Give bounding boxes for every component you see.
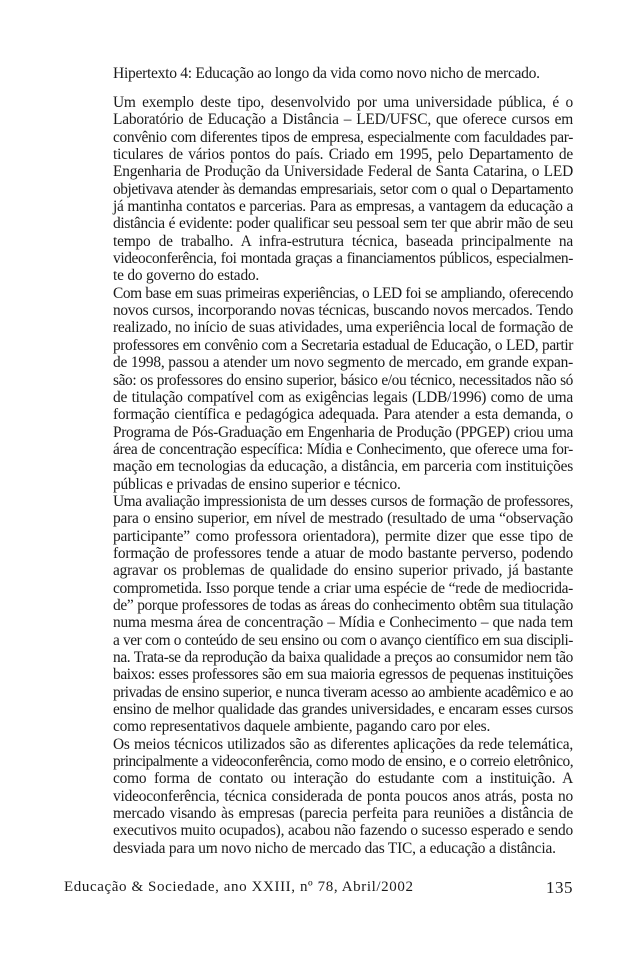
text-line: privadas de ensino superior, e nunca tiveram acesso ao ambiente acadêmico e ao: [113, 683, 573, 701]
text-line: Uma avaliação impressionista de um desses cursos de formação de professores,: [113, 492, 573, 510]
text-line: como representativos daquele ambiente, pagando caro por eles.: [113, 718, 491, 736]
text-line: Laboratório de Educação a Distância – LED/UFSC, que oferece cursos em: [113, 111, 573, 129]
text-line: agravar os problemas de qualidade do ensino superior privado, já bastante: [113, 562, 573, 580]
text-line: área de concentração específica: Mídia e Conhecimento, que oferece uma for-: [113, 440, 573, 458]
text-line: te do governo do estado.: [113, 267, 260, 285]
text-line: baixos: esses professores são em sua maioria egressos de pequenas instituições: [113, 666, 573, 684]
text-line: ticulares de vários pontos do país. Criado em 1995, pelo Departamento de: [113, 146, 573, 164]
text-line: distância é evidente: poder qualificar seu pessoal sem ter que abrir mão de seu: [113, 215, 573, 233]
text-line: participante” como professora orientadora), permite dizer que esse tipo de: [113, 527, 573, 545]
text-line: de” porque professores de todas as áreas do conhecimento obtêm sua titulação: [113, 596, 573, 614]
text-line: de titulação compatível com as exigências legais (LDB/1996) como de uma: [113, 388, 573, 406]
text-line: já mantinha contatos e parcerias. Para as empresas, a vantagem da educação a: [113, 198, 573, 216]
text-line: videoconferência, técnica considerada de ponta poucos anos atrás, posta no: [113, 787, 573, 805]
text-line: desviada para um novo nicho de mercado das TIC, a educação a distância.: [113, 839, 556, 857]
text-line: novos cursos, incorporando novas técnicas, buscando novos mercados. Tendo: [113, 302, 573, 320]
text-line: objetivava atender às demandas empresariais, setor com o qual o Departamento: [113, 180, 573, 198]
text-line: Programa de Pós-Graduação em Engenharia de Produção (PPGEP) criou uma: [113, 423, 573, 441]
text-line: mação em tecnologias da educação, a distância, em parceria com instituições: [113, 458, 573, 476]
text-line: públicas e privadas de ensino superior e técnico.: [113, 475, 401, 493]
text-line: principalmente a videoconferência, como modo de ensino, e o correio eletrônico,: [113, 753, 573, 771]
text-line: professores em convênio com a Secretaria estadual de Educação, o LED, partir: [113, 336, 573, 354]
body-text: [113, 94, 573, 857]
paragraph: [113, 493, 573, 736]
text-line: Um exemplo deste tipo, desenvolvido por uma universidade pública, é o: [113, 94, 573, 111]
text-line: formação científica e pedagógica adequada. Para atender a esta demanda, o: [113, 406, 573, 424]
paragraph: [113, 285, 573, 493]
text-line: tempo de trabalho. A infra-estrutura técnica, baseada principalmente na: [113, 232, 573, 250]
text-line: formação de professores tende a atuar de modo bastante perverso, podendo: [113, 544, 573, 562]
text-line: como forma de contato ou interação do estudante com a instituição. A: [113, 770, 573, 788]
text-line: Com base em suas primeiras experiências, o LED foi se ampliando, oferecendo: [113, 284, 573, 302]
page-footer: [64, 879, 573, 901]
section-heading: Hipertexto 4: Educação ao longo da vida como novo nicho de mercado.: [113, 65, 540, 82]
text-line: comprometida. Isso porque tende a criar uma espécie de “rede de mediocrida-: [113, 579, 573, 597]
text-line: de 1998, passou a atender um novo segmento de mercado, em grande expan-: [113, 354, 573, 372]
page-number: 135: [546, 878, 573, 897]
text-line: Engenharia de Produção da Universidade Federal de Santa Catarina, o LED: [113, 163, 573, 181]
paragraph: [113, 736, 573, 857]
text-line: executivos muito ocupados), acabou não fazendo o sucesso esperado e sendo: [113, 822, 573, 840]
text-line: Os meios técnicos utilizados são as diferentes aplicações da rede telemática,: [113, 735, 573, 753]
paragraph: [113, 94, 573, 285]
text-line: numa mesma área de concentração – Mídia e Conhecimento – que nada tem: [113, 614, 573, 632]
text-line: são: os professores do ensino superior, básico e/ou técnico, necessitados não só: [113, 371, 573, 389]
text-line: mercado visando às empresas (parecia perfeita para reuniões a distância de: [113, 805, 573, 823]
text-line: videoconferência, foi montada graças a financiamentos públicos, especialmen-: [113, 250, 573, 268]
text-line: a ver com o conteúdo de seu ensino ou com o avanço científico em sua discipli-: [113, 631, 573, 649]
text-column: [113, 64, 573, 857]
text-line: convênio com diferentes tipos de empresa, especialmente com faculdades par-: [113, 128, 573, 146]
text-line: ensino de melhor qualidade das grandes universidades, e encaram esses cursos: [113, 701, 573, 719]
text-line: na. Trata-se da reprodução da baixa qualidade a preços ao consumidor nem tão: [113, 649, 573, 666]
text-line: realizado, no início de suas atividades, uma experiência local de formação de: [113, 319, 573, 337]
journal-citation: Educação & Sociedade, ano XXIII, nº 78, Abril/2002: [64, 879, 414, 895]
text-line: para o ensino superior, em nível de mestrado (resultado de uma “observação: [113, 510, 573, 528]
